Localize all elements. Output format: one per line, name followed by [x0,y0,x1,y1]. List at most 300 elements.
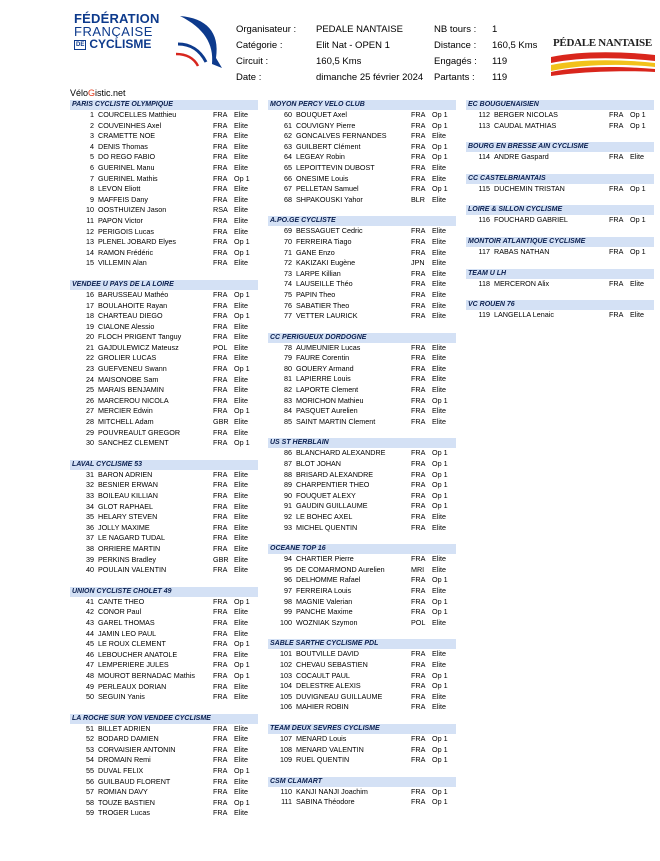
team-block [268,777,456,808]
rider-number: 10 [86,205,94,215]
rider-name: SEGUIN Yanis [98,692,145,702]
rider-name: FERREIRA Tiago [296,236,352,246]
rider-nationality: FRA [411,268,426,278]
rider-number: 65 [284,162,292,172]
rider-category: Op 1 [234,247,250,257]
rider-nationality: FRA [213,162,228,172]
rider-row [268,374,456,385]
rider-row [268,184,456,195]
rider-name: OOSTHUIZEN Jason [98,205,167,215]
rider-nationality: FRA [213,131,228,141]
distance-label: Distance : [434,40,477,51]
rider-name: GUERINEL Manu [98,162,155,172]
rider-category: Op 1 [234,364,250,374]
rider-row [70,766,258,777]
rider-row [70,396,258,407]
rider-name: LE ROUX CLEMENT [98,639,166,649]
rider-name: COUVIGNY Pierre [296,120,356,130]
rider-row [268,734,456,745]
rider-number: 86 [284,448,292,458]
rider-name: BRISARD ALEXANDRE [296,469,374,479]
categorie-label: Catégorie : [236,40,283,51]
rider-category: Op 1 [432,469,448,479]
rider-nationality: FRA [213,395,228,405]
rider-name: CRAMETTE NOE [98,131,156,141]
rider-name: FAURE Corentin [296,353,350,363]
rider-row [70,258,258,269]
rider-nationality: FRA [411,173,426,183]
rider-category: Elite [234,395,248,405]
rider-nationality: FRA [411,702,426,712]
rider-name: DELHOMME Rafael [296,575,361,585]
rider-number: 71 [284,247,292,257]
rider-nationality: FRA [213,226,228,236]
partants-label: Partants : [434,72,475,83]
rider-name: GROLIER LUCAS [98,353,157,363]
rider-category: Elite [234,162,248,172]
rider-row [70,512,258,523]
rider-name: RABAS NATHAN [494,246,550,256]
rider-category: Elite [432,406,446,416]
rider-category: Op 1 [630,215,646,225]
rider-number: 30 [86,438,94,448]
rider-name: DENIS Thomas [98,141,148,151]
rider-name: BARON ADRIEN [98,469,153,479]
rider-number: 35 [86,512,94,522]
rider-nationality: FRA [411,490,426,500]
rider-name: CHEVAU SEBASTIEN [296,659,368,669]
rider-name: BOUQUET Axel [296,110,347,119]
rider-number: 90 [284,490,292,500]
rider-number: 39 [86,554,94,564]
rider-number: 56 [86,776,94,786]
rider-category: Elite [432,691,446,701]
rider-nationality: FRA [213,194,228,204]
rider-number: 94 [284,554,292,564]
team-block [70,714,258,819]
rider-number: 102 [280,659,292,669]
rider-name: MERCERON Alix [494,278,550,288]
rider-nationality: FRA [213,332,228,342]
rider-name: MENARD VALENTIN [296,744,364,754]
team-header: OCEANE TOP 16 [268,544,456,554]
rider-name: MICHEL QUENTIN [296,522,358,532]
rider-nationality: FRA [213,406,228,416]
rider-name: LEBOUCHER ANATOLE [98,649,178,659]
rider-category: Elite [432,554,446,564]
rider-row [70,311,258,322]
rider-row [70,724,258,735]
rider-nationality: FRA [411,406,426,416]
rider-category: Elite [432,300,446,310]
team-block [70,100,258,269]
rider-category: Elite [234,617,248,627]
rider-number: 114 [478,152,490,162]
team-header: VENDEE U PAYS DE LA LOIRE [70,280,258,290]
rider-category: Elite [432,512,446,521]
rider-nationality: FRA [411,744,426,754]
rider-nationality: FRA [213,522,228,532]
rider-number: 113 [478,120,490,130]
rider-number: 13 [86,237,94,247]
rider-nationality: FRA [213,617,228,627]
rider-category: Elite [234,755,248,765]
rider-name: VETTER LAURICK [296,311,358,321]
rider-name: BLOT JOHAN [296,459,341,469]
team-block [466,142,654,163]
team-header: VC ROUEN 76 [466,300,654,310]
nb-tours-label: NB tours : [434,24,477,35]
rider-name: GANE Enzo [296,247,335,257]
rider-category: Op 1 [234,766,250,776]
rider-name: CHARTIER Pierre [296,554,354,564]
rider-number: 6 [90,162,94,172]
rider-name: LEPOITTEVIN DUBOST [296,162,375,172]
rider-name: MAFFEIS Dany [98,194,148,204]
rider-category: Elite [234,649,248,659]
rider-number: 59 [86,808,94,818]
rider-nationality: FRA [213,364,228,374]
rider-number: 46 [86,649,94,659]
rider-row [70,385,258,396]
rider-number: 33 [86,491,94,500]
rider-nationality: FRA [411,480,426,490]
rider-category: Elite [234,184,248,194]
rider-number: 97 [284,585,292,595]
rider-category: Op 1 [432,797,448,807]
rider-category: Elite [234,628,248,638]
rider-name: MITCHELL Adam [98,417,154,427]
rider-row [268,554,456,565]
rider-category: Op 1 [234,311,250,321]
rider-number: 75 [284,289,292,299]
rider-nationality: FRA [213,374,228,384]
rider-name: LARPE Killian [296,268,341,278]
rider-category: Op 1 [432,184,448,194]
rider-name: DUVIGNEAU GUILLAUME [296,691,383,701]
rider-category: Op 1 [234,289,250,299]
rider-row [70,597,258,608]
rider-category: Op 1 [234,660,250,670]
rider-number: 81 [284,374,292,384]
team-header: CC PERIGUEUX DORDOGNE [268,333,456,343]
rider-number: 87 [284,459,292,469]
rider-number: 28 [86,417,94,427]
rider-category: Elite [234,226,248,236]
rider-category: Elite [234,258,248,268]
rider-name: HELARY STEVEN [98,512,158,522]
rider-nationality: FRA [609,215,624,225]
rider-category: Elite [234,342,248,352]
rider-name: AUMEUNIER Lucas [296,342,361,352]
team-block [70,587,258,703]
rider-row [70,682,258,693]
rider-nationality: FRA [213,512,228,522]
rider-number: 79 [284,353,292,363]
rider-number: 92 [284,512,292,521]
rider-nationality: FRA [213,184,228,194]
rider-name: LAPORTE Clement [296,385,359,395]
rider-name: DROMAIN Remi [98,755,151,765]
rider-number: 70 [284,236,292,246]
rider-number: 99 [284,607,292,617]
rider-nationality: FRA [411,733,426,743]
rider-row [268,480,456,491]
rider-name: GUILBERT Clément [296,141,361,151]
rider-name: POUVREAULT GREGOR [98,427,181,437]
rider-number: 111 [281,797,292,807]
rider-name: PASQUET Aurelien [296,406,358,416]
team-block [268,724,456,766]
rider-number: 62 [284,131,292,141]
rider-row [70,734,258,745]
rider-category: Elite [234,776,248,786]
rider-category: Elite [234,480,248,490]
rider-number: 1 [90,110,94,119]
rider-number: 34 [86,501,94,511]
rider-row [268,195,456,206]
rider-category: Elite [432,226,446,236]
rider-name: GUERINEL Mathis [98,173,158,183]
rider-row [70,565,258,576]
rider-number: 47 [86,660,94,670]
rider-row [70,290,258,301]
rider-nationality: FRA [213,427,228,437]
rider-row [70,227,258,238]
rider-row [268,565,456,576]
rider-number: 74 [284,279,292,289]
rider-nationality: FRA [411,395,426,405]
rider-number: 83 [284,395,292,405]
rider-number: 49 [86,681,94,691]
rider-number: 84 [284,406,292,416]
rider-nationality: FRA [213,469,228,479]
rider-name: RUEL QUENTIN [296,755,350,765]
rider-nationality: FRA [411,786,426,796]
rider-category: Op 1 [432,733,448,743]
team-header: EC BOUGUENAISIEN [466,100,654,110]
rider-row [268,491,456,502]
rider-nationality: FRA [213,660,228,670]
ffc-swoosh-icon [176,14,226,70]
organisateur-value: PEDALE NANTAISE [316,24,403,35]
team-block [466,237,654,258]
rider-nationality: MRI [411,564,425,574]
rider-category: Elite [432,247,446,257]
rider-name: SHPAKOUSKI Yahor [296,194,363,204]
rider-nationality: FRA [213,744,228,754]
rider-name: LEMPERIERE JULES [98,660,169,670]
rider-category: Elite [234,734,248,744]
rider-name: TROGER Lucas [98,808,150,818]
rider-number: 80 [284,363,292,373]
rider-nationality: FRA [609,310,624,320]
rider-number: 25 [86,385,94,395]
rider-nationality: FRA [213,110,228,119]
rider-number: 91 [284,501,292,511]
rider-nationality: FRA [411,300,426,310]
rider-name: LAPIERRE Louis [296,374,351,384]
rider-name: CIALONE Alessio [98,321,155,331]
engages-label: Engagés : [434,56,477,67]
rider-nationality: FRA [411,501,426,511]
rider-category: Elite [432,194,446,204]
rider-name: DELESTRE ALEXIS [296,681,361,691]
rider-number: 54 [86,755,94,765]
team-header: SABLE SARTHE CYCLISME PDL [268,639,456,649]
rider-nationality: FRA [411,554,426,564]
rider-number: 20 [86,332,94,342]
rider-name: MORICHON Mathieu [296,395,364,405]
team-block [268,216,456,321]
rider-row [70,343,258,354]
rider-number: 69 [284,226,292,236]
rider-nationality: FRA [213,173,228,183]
rider-row [268,681,456,692]
rider-row [268,660,456,671]
rider-row [70,787,258,798]
rider-row [466,121,654,132]
rider-nationality: FRA [213,237,228,247]
rider-nationality: FRA [411,342,426,352]
rider-nationality: FRA [411,596,426,606]
rider-category: Elite [234,543,248,553]
rider-name: MERCIER Edwin [98,406,153,416]
rider-row [70,533,258,544]
rider-category: Elite [234,469,248,479]
team-block [70,460,258,576]
team-block [268,438,456,533]
rider-category: Op 1 [432,501,448,511]
rider-nationality: FRA [411,120,426,130]
rider-name: COCAULT PAUL [296,670,350,680]
rider-nationality: FRA [411,184,426,194]
rider-name: BARUSSEAU Mathéo [98,289,169,299]
rider-number: 7 [90,173,94,183]
velogistic-part3: istic.net [95,88,126,98]
rider-nationality: FRA [411,522,426,532]
rider-number: 100 [280,617,292,627]
rider-row [268,787,456,798]
rider-nationality: FRA [213,639,228,649]
rider-name: MOUROT BERNADAC Mathis [98,670,195,680]
circuit-label: Circuit : [236,56,269,67]
rider-name: BOUTVILLE DAVID [296,649,359,659]
rider-row [70,322,258,333]
rider-category: Elite [234,141,248,151]
rider-name: FLOCH PRIGENT Tanguy [98,332,182,342]
rider-row [466,184,654,195]
rider-number: 78 [284,342,292,352]
rider-row [70,650,258,661]
rider-row [70,639,258,650]
rider-category: Elite [432,353,446,363]
rider-row [268,575,456,586]
rider-row [70,375,258,386]
rider-number: 14 [86,247,94,257]
rider-nationality: FRA [213,734,228,744]
rider-category: Op 1 [234,670,250,680]
rider-category: Elite [234,501,248,511]
rider-category: Elite [432,311,446,321]
rider-category: Op 1 [234,639,250,649]
rider-row [268,152,456,163]
rider-number: 57 [86,787,94,797]
rider-category: Op 1 [234,596,250,606]
rider-name: PLENEL JOBARD Elyes [98,237,177,247]
rider-name: GOUERY Armand [296,363,354,373]
rider-nationality: FRA [411,607,426,617]
rider-nationality: FRA [411,512,426,521]
rider-number: 58 [86,797,94,807]
velogistic-link[interactable] [70,88,126,98]
rider-row [70,301,258,312]
rider-row [70,332,258,343]
rider-number: 110 [280,786,292,796]
rider-category: Elite [432,385,446,395]
rider-category: Elite [432,522,446,532]
rider-category: Elite [432,585,446,595]
rider-row [70,629,258,640]
engages-value: 119 [492,56,508,67]
rider-number: 55 [86,766,94,776]
rider-category: Op 1 [432,755,448,765]
rider-nationality: FRA [609,152,624,162]
rider-category: Elite [432,617,446,627]
rider-category: Elite [432,131,446,141]
rider-row [70,248,258,259]
rider-name: MAISONOBE Sam [98,374,159,384]
rider-number: 12 [86,226,94,236]
team-header: LOIRE & SILLON CYCLISME [466,205,654,215]
rider-number: 61 [284,120,292,130]
rider-nationality: FRA [213,723,228,733]
rider-nationality: FRA [213,141,228,151]
rider-nationality: FRA [411,247,426,257]
date-value: dimanche 25 février 2024 [316,72,424,83]
rider-nationality: FRA [213,501,228,511]
rider-row [70,364,258,375]
rider-name: BLANCHARD ALEXANDRE [296,448,386,458]
rider-nationality: FRA [411,681,426,691]
ffc-logo [70,12,230,72]
rider-row [70,174,258,185]
rider-name: DE COMARMOND Aurelien [296,564,385,574]
rider-category: Elite [432,236,446,246]
rider-nationality: FRA [213,649,228,659]
rider-row [268,237,456,248]
rider-category: Elite [432,279,446,289]
rider-nationality: GBR [213,417,229,427]
rider-row [70,660,258,671]
rider-category: Elite [630,152,644,162]
rider-nationality: FRA [411,289,426,299]
rider-row [268,248,456,259]
team-header: TEAM U LH [466,269,654,279]
rider-category: Elite [234,787,248,797]
rider-row [268,353,456,364]
rider-number: 18 [86,311,94,321]
rider-nationality: FRA [213,215,228,225]
rider-nationality: POL [213,342,228,352]
rider-nationality: JPN [411,258,425,268]
team-block [466,205,654,226]
team-header: LAVAL CYCLISME 53 [70,460,258,470]
rider-number: 76 [284,300,292,310]
rider-category: Elite [432,173,446,183]
rider-nationality: FRA [213,533,228,543]
rider-category: Op 1 [234,438,250,448]
